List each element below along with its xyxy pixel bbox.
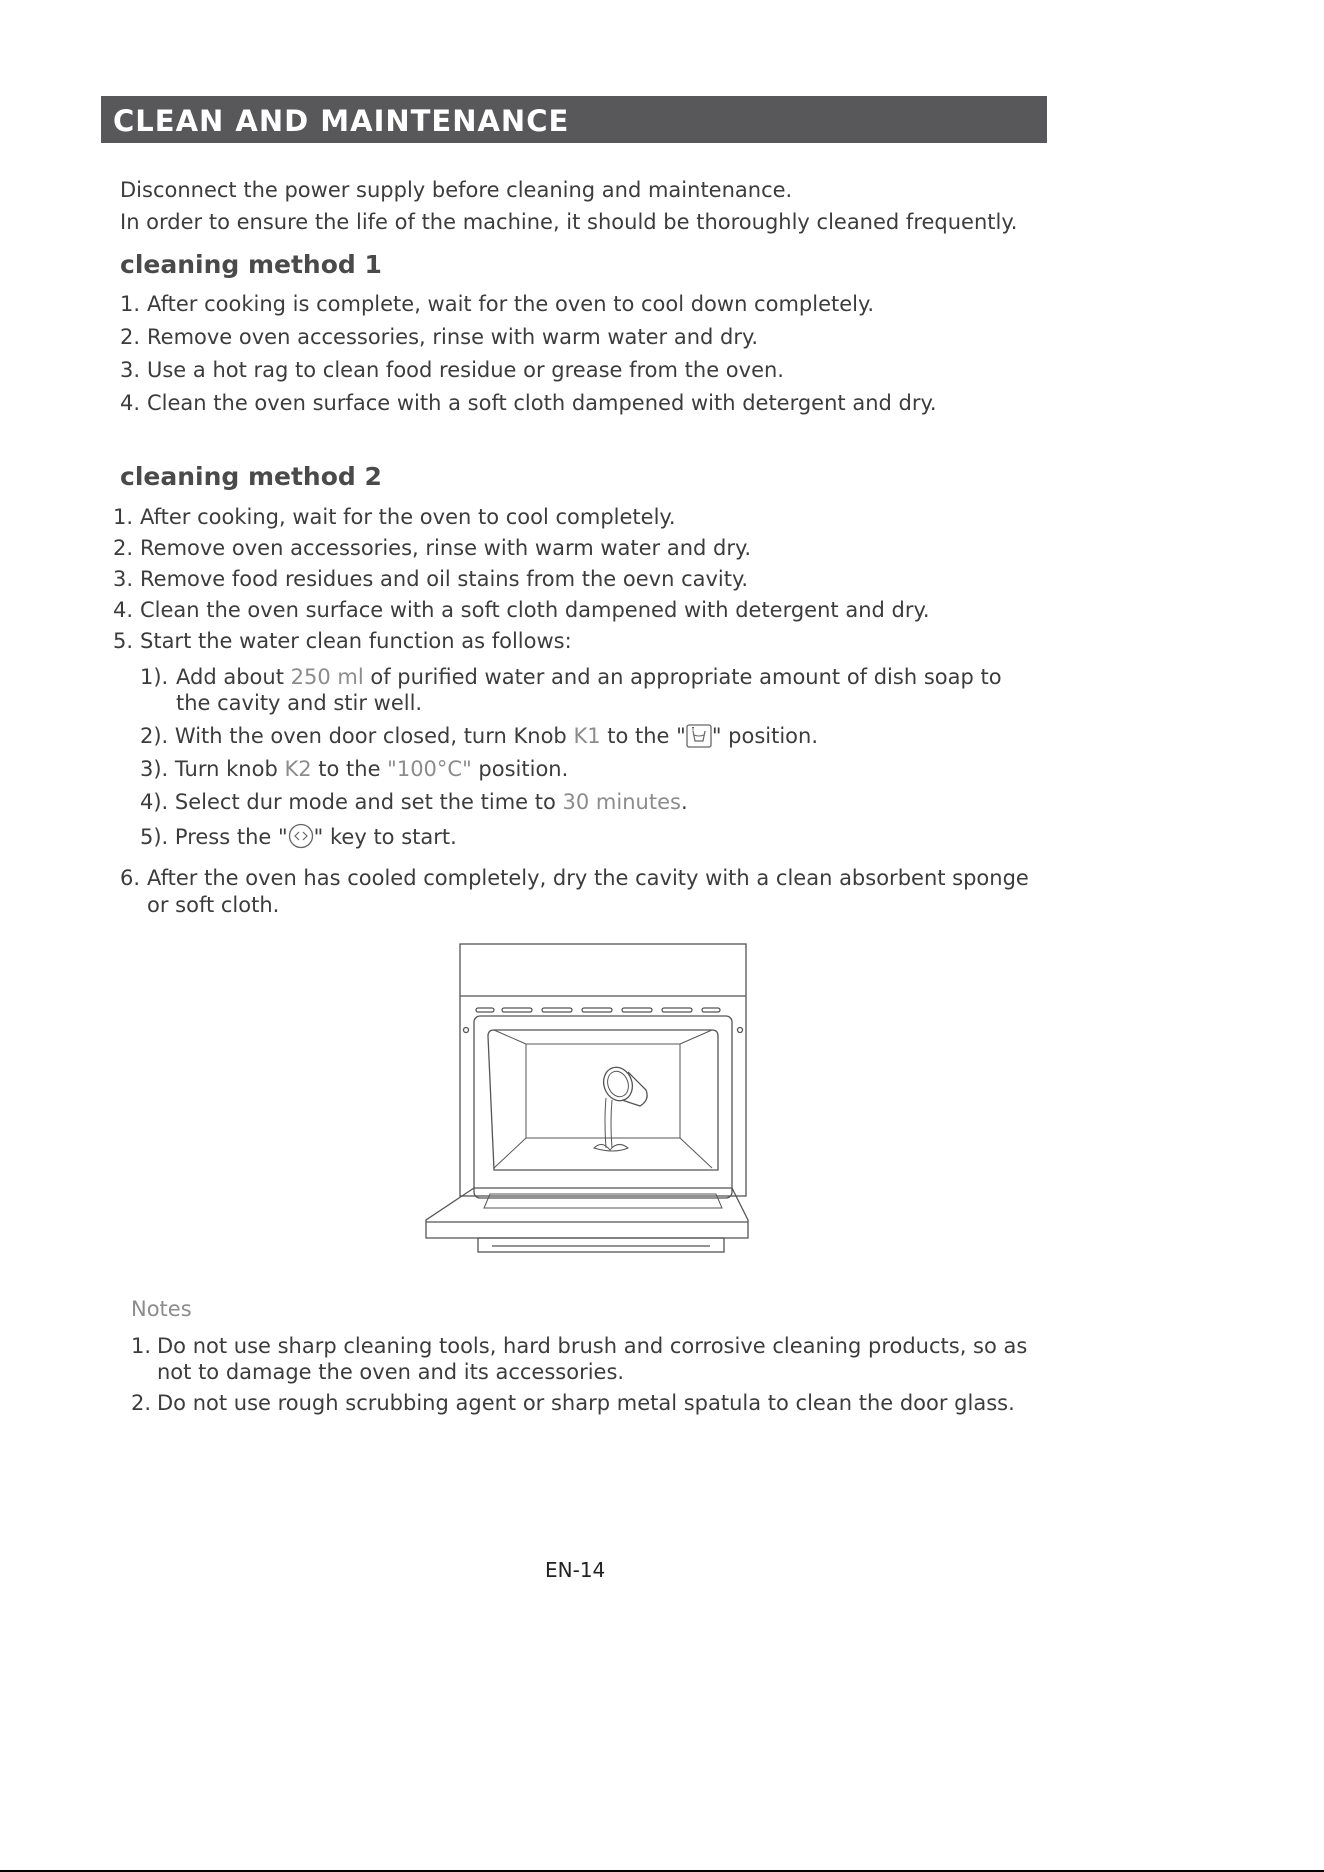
oven-hinge-left	[464, 1028, 469, 1033]
section-header	[101, 96, 1047, 143]
step-text: After cooking is complete, wait for the oven to cool down completely.	[147, 292, 875, 316]
note-2	[131, 1390, 1015, 1416]
water-clean-icon	[686, 724, 712, 748]
oven-body	[460, 944, 746, 1196]
step-text: Clean the oven surface with a soft cloth dampened with detergent and dry.	[140, 598, 930, 622]
substep-5	[140, 823, 457, 850]
step-text: After the oven has cooled completely, dry the cavity with a clean absorbent sponge	[147, 866, 1029, 890]
note-text: Do not use sharp cleaning tools, hard brush and corrosive cleaning products, so as	[157, 1334, 1028, 1358]
substep-number: 2).	[140, 724, 169, 748]
step-number: 2.	[120, 325, 141, 349]
substep-text: Press the "	[174, 825, 288, 849]
substep-text: position.	[471, 757, 569, 781]
substep-3	[140, 756, 568, 782]
method-1-step-4	[120, 390, 937, 416]
method-1-heading: cleaning method 1	[120, 250, 382, 279]
step-number: 6.	[120, 866, 141, 890]
method-1-step-1	[120, 291, 874, 317]
method-2-step-2	[113, 535, 751, 561]
step-number: 4.	[120, 391, 141, 415]
method-2-step-6	[120, 865, 1029, 891]
step-text: Remove oven accessories, rinse with warm water and dry.	[147, 325, 759, 349]
step-text: Use a hot rag to clean food residue or grease from the oven.	[147, 358, 784, 382]
oven-door-handle	[478, 1238, 724, 1252]
substep-number: 5).	[140, 825, 169, 849]
step-number: 1.	[120, 292, 141, 316]
oven-vents	[476, 1008, 720, 1012]
substep-text: .	[680, 790, 688, 814]
substep-4	[140, 789, 688, 815]
step-text: Remove oven accessories, rinse with warm water and dry.	[140, 536, 752, 560]
water-amount: 250 ml	[290, 665, 364, 689]
substep-text: Add about	[176, 665, 291, 689]
time-value: 30 minutes	[562, 790, 681, 814]
substep-number: 3).	[140, 757, 169, 781]
knob-k2: K2	[284, 757, 312, 781]
substep-text: With the oven door closed, turn Knob	[174, 724, 574, 748]
step-text: Start the water clean function as follows:	[140, 629, 572, 653]
method-1-step-2	[120, 324, 758, 350]
step-number: 3.	[113, 567, 134, 591]
substep-text: " key to start.	[313, 825, 457, 849]
temperature-value: "100°C"	[387, 757, 472, 781]
method-2-step-5	[113, 628, 572, 654]
method-2-heading: cleaning method 2	[120, 462, 382, 491]
substep-text: Select dur mode and set the time to	[174, 790, 563, 814]
method-2-step-4	[113, 597, 930, 623]
oven-cavity-frame	[474, 1016, 732, 1198]
intro-line-2: In order to ensure the life of the machine, it should be thoroughly cleaned frequently.	[120, 210, 1018, 234]
method-2-step-3	[113, 566, 748, 592]
substep-number: 4).	[140, 790, 169, 814]
substep-text: to the "	[600, 724, 686, 748]
page-number: EN-14	[545, 1558, 606, 1582]
note-1	[131, 1333, 1027, 1359]
substep-number: 1).	[140, 665, 169, 689]
intro-line-1: Disconnect the power supply before cleaning and maintenance.	[120, 178, 793, 202]
step-text: Remove food residues and oil stains from the oevn cavity.	[140, 567, 749, 591]
step-number: 2.	[113, 536, 134, 560]
note-1-continued: not to damage the oven and its accessories.	[157, 1360, 625, 1384]
oven-water-pour-illustration	[418, 940, 788, 1262]
step-number: 1.	[113, 505, 134, 529]
note-number: 1.	[131, 1334, 152, 1358]
substep-text: to the	[311, 757, 388, 781]
substep-text: " position.	[711, 724, 819, 748]
step-text: After cooking, wait for the oven to cool completely.	[140, 505, 676, 529]
note-text: Do not use rough scrubbing agent or sharp metal spatula to clean the door glass.	[157, 1391, 1015, 1415]
step-number: 4.	[113, 598, 134, 622]
water-stream	[594, 1098, 628, 1151]
substep-text: of purified water and an appropriate amount of dish soap to	[363, 665, 1002, 689]
substep-1	[140, 664, 1002, 690]
step-text: Clean the oven surface with a soft cloth dampened with detergent and dry.	[147, 391, 937, 415]
note-number: 2.	[131, 1391, 152, 1415]
knob-k1: K1	[573, 724, 601, 748]
step-number: 5.	[113, 629, 134, 653]
start-key-icon	[288, 823, 314, 847]
step-number: 3.	[120, 358, 141, 382]
substep-2	[140, 723, 818, 749]
method-1-step-3	[120, 357, 784, 383]
section-title: CLEAN AND MAINTENANCE	[113, 104, 570, 138]
substep-text: Turn knob	[174, 757, 285, 781]
oven-hinge-right	[738, 1028, 743, 1033]
method-2-step-1	[113, 504, 676, 530]
method-2-step-6-continued: or soft cloth.	[147, 893, 280, 917]
substep-1-continued: the cavity and stir well.	[176, 691, 423, 715]
oven-cavity-back	[526, 1044, 680, 1138]
oven-cavity	[488, 1030, 718, 1170]
notes-heading: Notes	[131, 1297, 192, 1321]
